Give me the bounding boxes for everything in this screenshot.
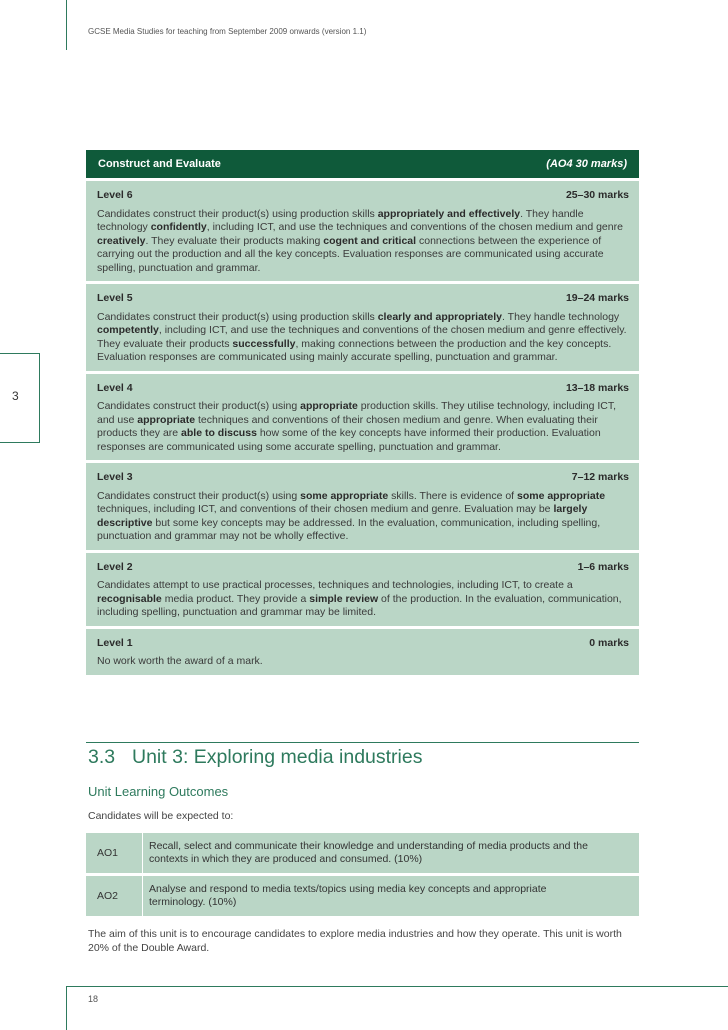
level-header [97,561,629,575]
description-text: techniques, including ICT, and conventions of their chosen medium and genre. Evaluation may be [97,503,554,515]
emphasis-text: simple review [309,592,379,605]
level-row [86,553,639,626]
description-text: how some of the key concepts have informed their production. Evaluation responses are communicated using some accurate spelling, punctuation and grammar. [97,427,601,453]
page-number: 18 [88,994,99,1004]
description-text: Candidates attempt to use practical processes, techniques and technologies, including ICT, to create a [97,579,573,591]
level-description [97,400,629,454]
level-description [97,490,629,544]
emphasis-text: clearly and appropriately [377,310,503,323]
level-description [97,311,629,365]
section-heading [88,746,422,769]
learning-outcomes-heading: Unit Learning Outcomes [88,784,229,799]
header-rule [66,0,67,50]
table-header [86,150,639,178]
level-description [97,208,629,276]
description-text: Candidates construct their product(s) using production skills [97,207,378,220]
description-text: connections between the experience of carrying out the production and all the key concepts. Evaluation responses are communicated using accurate spelling, punctuation and grammar. [97,234,604,274]
emphasis-text: cogent and critical [323,234,417,247]
unit-aim-paragraph: The aim of this unit is to encourage candidates to explore media industries and how they operate. This unit is worth 20% of the Double Award. [88,928,622,954]
outcome-code: AO2 [97,890,119,902]
level-name: Level 1 [97,636,133,649]
level-name: Level 5 [97,292,133,304]
description-text: No work worth the award of a mark. [97,655,263,667]
level-row [86,284,639,371]
emphasis-text: able to discuss [181,427,257,439]
description-text: techniques and conventions of their chosen medium and genre. When evaluating their products they are [97,413,598,439]
level-marks: 0 marks [589,636,629,649]
running-header: GCSE Media Studies for teaching from September 2009 onwards (version 1.1) [88,27,367,36]
description-text: , including ICT, and use the techniques and conventions of the chosen medium and genre effectively. They evaluate their products [97,324,627,350]
section-tab-number: 3 [12,389,19,403]
description-text: but some key concepts may be addressed. In the evaluation, communication, including spelling, punctuation and grammar may not be wholly effective. [97,516,601,542]
emphasis-text: confidently [150,221,207,233]
level-marks: 1–6 marks [577,560,629,573]
section-tab [0,353,40,443]
level-row [86,374,639,461]
level-marks: 19–24 marks [565,292,629,304]
level-row [86,181,639,281]
outcomes-table [86,833,639,919]
description-text: of the production. In the evaluation, communication, including spelling, punctuation and grammar may be limited. [97,592,622,618]
section-title: Unit 3: Exploring media industries [132,746,423,768]
footer-vertical-rule [66,986,67,1030]
intro-text: Candidates will be expected to: [88,810,234,822]
level-list [86,181,639,675]
section-number: 3.3 [88,746,116,768]
description-text: Candidates construct their product(s) using [97,400,301,412]
level-name: Level 4 [97,381,133,394]
description-text: . They handle technology [97,207,584,233]
level-name: Level 3 [97,471,133,483]
level-header [97,189,629,203]
level-header [97,292,629,306]
emphasis-text: creatively [97,234,146,247]
outcome-divider [142,876,143,916]
level-header [97,471,629,485]
level-description [97,655,629,669]
level-marks: 13–18 marks [565,381,629,394]
emphasis-text: largely descriptive [97,503,588,529]
description-text: , including ICT, and use the techniques and conventions of the chosen medium and genre [206,221,623,233]
table-title: Construct and Evaluate [98,158,221,170]
footer-rule [66,986,728,987]
level-row [86,629,639,675]
emphasis-text: competently [97,324,159,336]
description-text: , making connections between the production and the key concepts. Evaluation responses are communicated using mainly accurate spelling, punctuation and grammar. [97,337,612,363]
outcome-row [86,876,639,916]
level-header [97,382,629,396]
section-rule [86,742,639,743]
emphasis-text: appropriate [137,413,196,426]
outcome-code: AO1 [97,847,119,859]
table-ao-marks: (AO4 30 marks) [546,158,627,170]
description-text: skills. There is evidence of [388,489,517,502]
emphasis-text: some appropriate [517,489,606,502]
outcome-row [86,833,639,873]
level-marks: 25–30 marks [565,189,629,201]
level-marks: 7–12 marks [571,471,629,483]
level-description [97,579,629,620]
description-text: production skills. They utilise technology, including ICT, and use [97,400,617,426]
construct-evaluate-table [86,150,639,675]
emphasis-text: some appropriate [300,489,389,502]
description-text: Candidates construct their product(s) using [97,489,301,502]
description-text: . They handle technology [502,310,620,323]
outcome-divider [142,833,143,873]
emphasis-text: recognisable [97,592,162,605]
outcome-text: Recall, select and communicate their knowledge and understanding of media products and the contexts in which they are produced and consumed. (10%) [149,839,588,865]
emphasis-text: appropriately and effectively [377,207,521,220]
level-name: Level 2 [97,560,133,573]
outcome-text: Analyse and respond to media texts/topics using media key concepts and appropriate terminology. (10%) [149,882,547,908]
emphasis-text: successfully [232,337,296,350]
description-text: Candidates construct their product(s) using production skills [97,310,378,323]
description-text: media product. They provide a [161,592,310,605]
emphasis-text: appropriate [300,400,358,412]
level-name: Level 6 [97,189,133,201]
description-text: . They evaluate their products making [145,234,324,247]
level-header [97,637,629,651]
level-row [86,463,639,550]
